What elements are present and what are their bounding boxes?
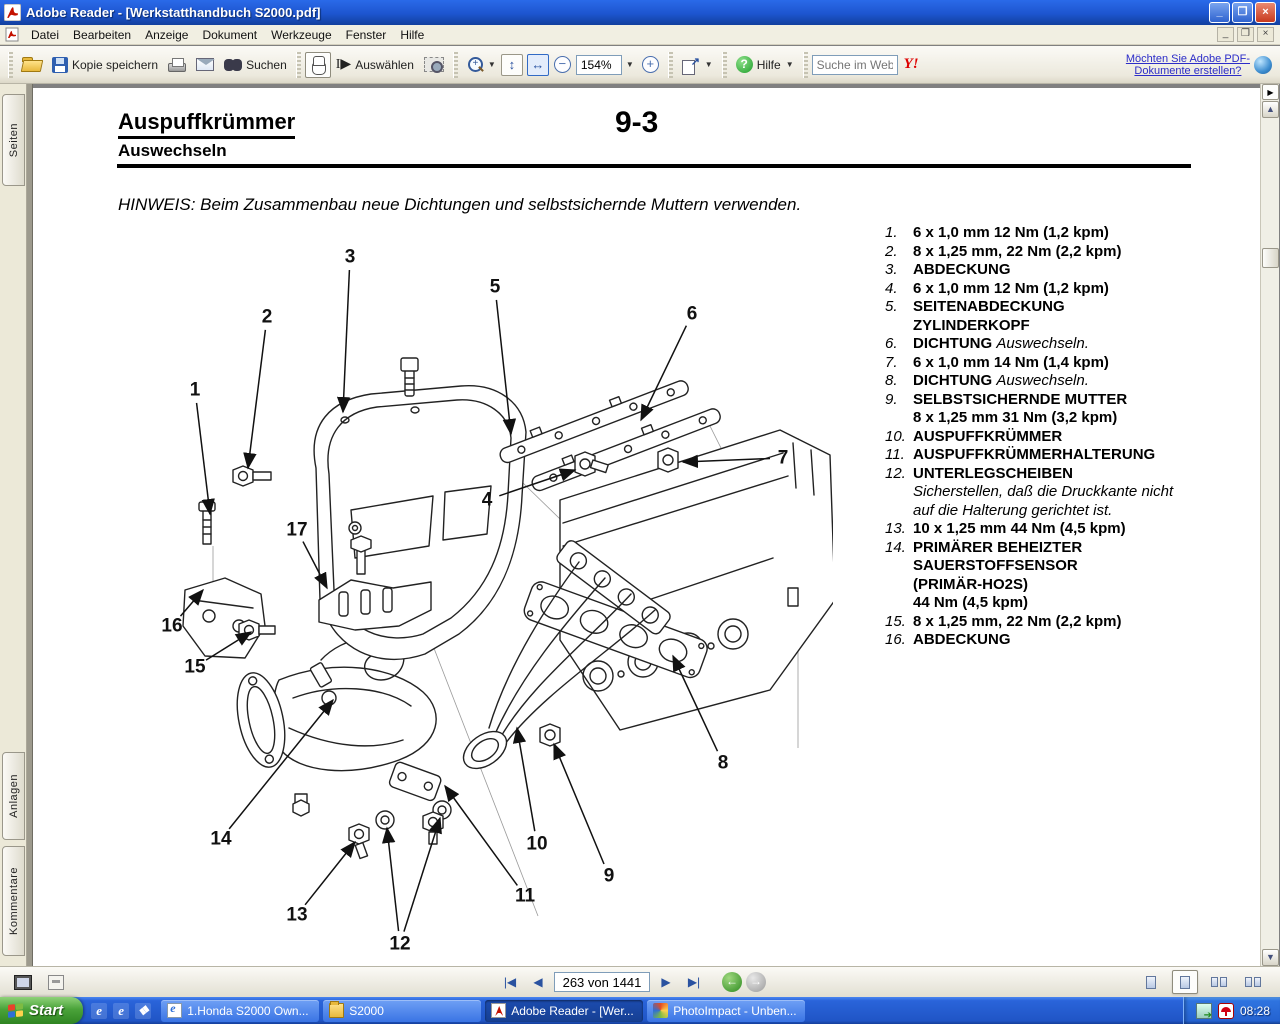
svg-text:15: 15 — [184, 656, 206, 678]
globe-icon — [1254, 56, 1272, 74]
save-copy-label: Kopie speichern — [72, 57, 159, 72]
menu-anzeige[interactable]: Anzeige — [145, 27, 189, 42]
parts-list-item: 14. PRIMÄRER BEHEIZTER SAUERSTOFFSENSOR (PRIMÄR-HO2S) 44 Nm (4,5 kpm) — [885, 538, 1083, 611]
adobe-pdf-promo-link[interactable] — [1126, 53, 1276, 77]
taskbar-task-honda[interactable]: e 1.Honda S2000 Own... — [161, 1000, 319, 1022]
email-icon — [196, 58, 214, 71]
adobe-reader-icon — [4, 4, 21, 21]
page-indicator-input[interactable] — [554, 972, 650, 992]
taskbar-task-adobe-reader[interactable]: Adobe Reader - [Wer... — [485, 1000, 643, 1022]
parts-list-item: 6. DICHTUNG Auswechseln. — [885, 335, 1089, 352]
save-copy-button[interactable] — [47, 53, 163, 77]
svg-text:10: 10 — [526, 833, 548, 855]
zoom-tool-button[interactable] — [462, 53, 501, 77]
quick-launch-icon[interactable]: ❖ — [135, 1003, 151, 1019]
email-button[interactable] — [191, 54, 219, 75]
toolbar — [0, 46, 1280, 84]
menu-dokument[interactable]: Dokument — [202, 27, 258, 42]
single-page-button[interactable] — [1138, 970, 1164, 994]
taskbar-task-s2000[interactable]: S2000 — [323, 1000, 481, 1022]
fit-page-button[interactable]: ↕ — [501, 54, 523, 76]
tray-disk-icon[interactable] — [1196, 1003, 1212, 1019]
select-tool-button[interactable] — [331, 52, 419, 77]
parts-list-item: 3. ABDECKUNG — [885, 261, 1011, 278]
tab-seiten[interactable]: Seiten — [2, 94, 25, 186]
zoom-in-icon: + — [642, 56, 659, 73]
taskbar-task-photoimpact[interactable]: PhotoImpact - Unben... — [647, 1000, 805, 1022]
svg-text:4: 4 — [481, 489, 493, 511]
clock: 08:28 — [1239, 1003, 1270, 1018]
search-button[interactable] — [219, 54, 292, 76]
svg-text:8: 8 — [717, 752, 729, 774]
title-bar — [0, 0, 1280, 25]
web-search-input[interactable] — [812, 55, 898, 75]
svg-text:11: 11 — [514, 885, 536, 907]
page-title: Auspuffkrümmer — [118, 109, 295, 139]
print-button[interactable] — [163, 54, 191, 76]
svg-text:7: 7 — [777, 447, 789, 469]
scroll-up-button[interactable]: ▲ — [1262, 101, 1279, 118]
parts-list-item: 12. UNTERLEGSCHEIBEN Sicherstellen, daß die Druckkante nicht auf die Halterung gerichtet ist. — [885, 464, 1174, 519]
folder-icon — [329, 1003, 344, 1018]
toolbar-grip — [296, 52, 301, 78]
parts-list-item: 8. DICHTUNG Auswechseln. — [885, 372, 1089, 389]
facing-page-button[interactable] — [1240, 970, 1266, 994]
menu-datei[interactable]: Datei — [31, 27, 60, 42]
svg-text:13: 13 — [286, 904, 308, 926]
chevron-down-icon: ▼ — [785, 60, 794, 69]
toolbar-grip — [453, 52, 458, 78]
doc-close-button[interactable]: × — [1257, 27, 1274, 42]
printer-icon — [168, 58, 186, 72]
adobe-reader-icon — [491, 1003, 506, 1018]
next-page-button[interactable]: ▶ — [661, 975, 671, 989]
promo-line-1: Möchten Sie Adobe PDF- — [1125, 52, 1250, 65]
quick-launch-icon[interactable]: e — [113, 1003, 129, 1019]
chevron-down-icon: ▼ — [704, 60, 713, 69]
toolbar-grip — [722, 52, 727, 78]
fit-width-button[interactable]: ↔ — [527, 54, 549, 76]
chevron-down-icon[interactable]: ▼ — [625, 60, 634, 69]
help-label: Hilfe — [756, 57, 781, 72]
main-area — [0, 84, 1280, 966]
window-title: Adobe Reader - [Werkstatthandbuch S2000.pdf] — [26, 5, 321, 20]
tab-anlagen[interactable]: Anlagen — [2, 752, 25, 840]
parts-list-item: 1. 6 x 1,0 mm 12 Nm (1,2 kpm) — [885, 224, 1109, 241]
page-number: 9-3 — [615, 106, 659, 139]
page-note: HINWEIS: Beim Zusammenbau neue Dichtungen und selbstsichernde Muttern verwenden. — [118, 195, 802, 214]
svg-text:1: 1 — [189, 379, 201, 401]
ie-page-icon — [167, 1003, 182, 1018]
help-button[interactable] — [731, 52, 799, 77]
svg-text:5: 5 — [489, 276, 501, 298]
minimize-button[interactable]: _ — [1209, 2, 1230, 23]
menu-bearbeiten[interactable]: Bearbeiten — [73, 27, 132, 42]
parts-list-item: 11. AUSPUFFKRÜMMERHALTERUNG — [885, 446, 1156, 463]
menu-bar — [0, 25, 1280, 45]
parts-list-item: 15. 8 x 1,25 mm, 22 Nm (2,2 kpm) — [885, 612, 1122, 630]
svg-text:16: 16 — [161, 615, 183, 637]
toolbar-grip — [8, 52, 13, 78]
svg-text:14: 14 — [210, 828, 232, 850]
page-view-button[interactable] — [677, 53, 718, 77]
exhaust-manifold-diagram — [93, 228, 833, 963]
menu-hilfe[interactable]: Hilfe — [400, 27, 425, 42]
vertical-scrollbar[interactable] — [1260, 84, 1279, 966]
pane-toggle-arrow-button[interactable]: ▶ — [1262, 84, 1279, 100]
zoom-in-button[interactable] — [637, 52, 664, 77]
continuous-page-button[interactable] — [1172, 970, 1198, 994]
page-subtitle: Auswechseln — [118, 141, 227, 160]
save-icon — [52, 57, 68, 73]
snapshot-button[interactable] — [419, 53, 449, 76]
previous-view-button[interactable]: ← — [722, 972, 742, 992]
menu-fenster[interactable]: Fenster — [345, 27, 387, 42]
page-navigation — [498, 972, 766, 992]
navigation-pane-tabs — [0, 84, 27, 966]
zoom-level-input[interactable] — [576, 55, 622, 75]
tray-antivirus-icon[interactable] — [1218, 1003, 1234, 1019]
hand-tool-icon — [310, 56, 326, 74]
parts-list-item: 13. 10 x 1,25 mm 44 Nm (4,5 kpm) — [885, 520, 1126, 537]
app-status-bar — [0, 966, 1280, 997]
page-layout-buttons — [1138, 970, 1266, 994]
start-label: Start — [29, 1002, 64, 1019]
promo-line-2: Dokumente erstellen? — [1134, 64, 1242, 77]
photoimpact-icon — [653, 1003, 668, 1018]
binoculars-icon — [224, 59, 242, 71]
svg-text:12: 12 — [389, 933, 411, 955]
continuous-facing-button[interactable] — [1206, 970, 1232, 994]
pane-options-icon[interactable] — [48, 975, 64, 990]
zoom-out-button[interactable] — [549, 52, 576, 77]
parts-list — [885, 224, 1215, 650]
pages-icon — [682, 57, 700, 73]
parts-list-item: 7. 6 x 1,0 mm 14 Nm (1,4 kpm) — [885, 353, 1109, 371]
tab-kommentare[interactable]: Kommentare — [2, 846, 25, 956]
chevron-down-icon: ▼ — [487, 60, 496, 69]
windows-flag-icon — [8, 1003, 24, 1019]
parts-list-item: 4. 6 x 1,0 mm 12 Nm (1,2 kpm) — [885, 279, 1109, 297]
yahoo-icon[interactable]: Y! — [903, 56, 919, 72]
open-button[interactable] — [17, 53, 47, 76]
select-label: Auswählen — [355, 57, 414, 72]
taskbar — [0, 997, 1280, 1024]
svg-text:9: 9 — [603, 865, 615, 887]
quick-launch-bar — [83, 1003, 159, 1019]
zoom-out-icon: − — [554, 56, 571, 73]
scrollbar-thumb[interactable] — [1262, 248, 1279, 268]
doc-minimize-button[interactable]: _ — [1217, 27, 1234, 42]
scroll-down-button[interactable]: ▼ — [1262, 949, 1279, 966]
doc-restore-button[interactable]: ❐ — [1237, 27, 1254, 42]
quick-launch-icon[interactable]: e — [91, 1003, 107, 1019]
system-tray — [1183, 997, 1280, 1024]
heading-rule — [117, 164, 1191, 168]
text-select-icon: I▶ — [335, 57, 352, 72]
pdf-document-icon — [5, 27, 19, 42]
magnifier-icon — [467, 57, 483, 73]
svg-text:3: 3 — [344, 246, 356, 268]
previous-page-button[interactable]: ◀ — [533, 975, 543, 989]
camera-icon — [424, 57, 444, 72]
last-page-button[interactable]: ▶| — [687, 975, 701, 989]
svg-text:17: 17 — [286, 519, 308, 541]
toolbar-grip — [668, 52, 673, 78]
parts-list-item: 2. 8 x 1,25 mm, 22 Nm (2,2 kpm) — [885, 242, 1122, 260]
restore-button[interactable]: ❐ — [1232, 2, 1253, 23]
search-label: Suchen — [246, 57, 287, 72]
document-area — [33, 84, 1260, 966]
close-button[interactable]: × — [1255, 2, 1276, 23]
document-status-icon[interactable] — [14, 975, 32, 990]
start-button[interactable] — [0, 997, 83, 1024]
first-page-button[interactable]: |◀ — [503, 975, 517, 989]
open-folder-icon — [22, 57, 42, 72]
help-icon: ? — [736, 56, 753, 73]
parts-list-item: 9. SELBSTSICHERNDE MUTTER 8 x 1,25 mm 31 Nm (3,2 kpm) — [885, 390, 1128, 426]
menu-werkzeuge[interactable]: Werkzeuge — [271, 27, 332, 42]
svg-text:2: 2 — [261, 306, 273, 328]
svg-text:6: 6 — [686, 303, 698, 325]
hand-tool-button[interactable] — [305, 52, 331, 78]
parts-list-item: 16. ABDECKUNG — [885, 631, 1011, 648]
parts-list-item: 5. SEITENABDECKUNG ZYLINDERKOPF — [885, 298, 1065, 334]
pdf-page — [33, 88, 1260, 966]
parts-list-item: 10. AUSPUFFKRÜMMER — [885, 427, 1063, 445]
next-view-button[interactable]: → — [746, 972, 766, 992]
toolbar-grip — [803, 52, 808, 78]
